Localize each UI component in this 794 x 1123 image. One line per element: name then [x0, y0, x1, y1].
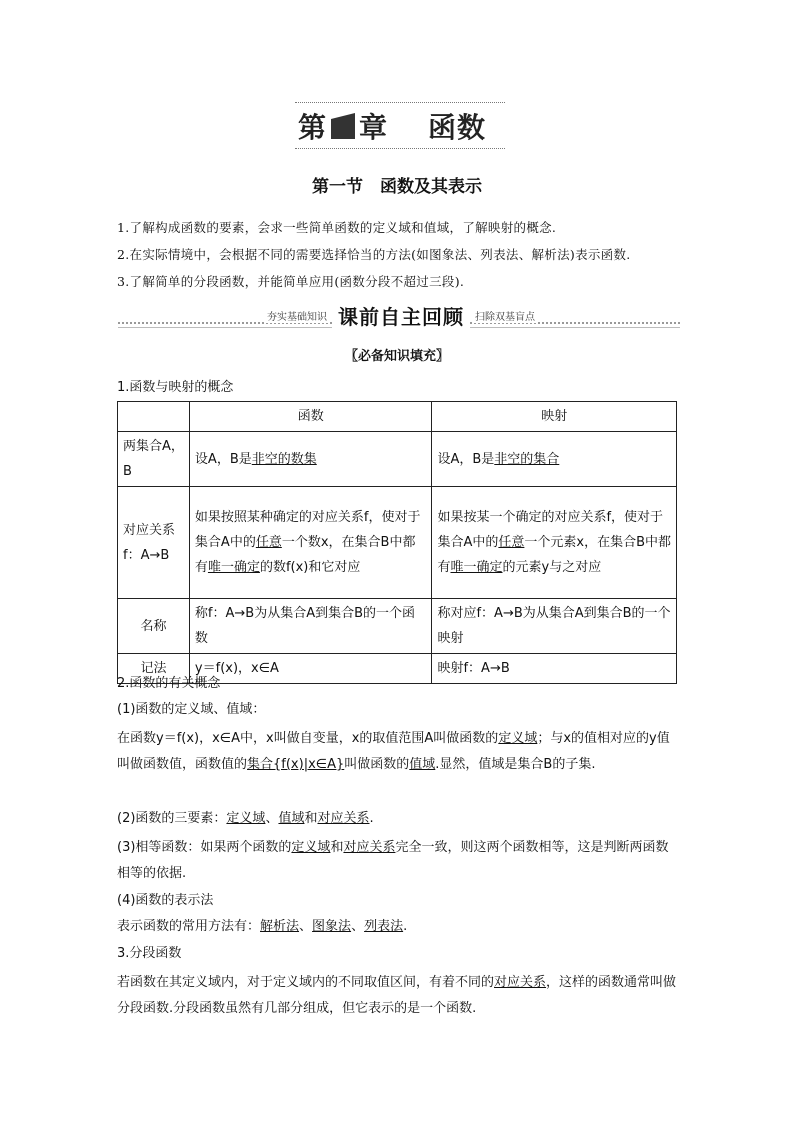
knowledge-title: 〖必备知识填充〗 — [344, 349, 449, 364]
chapter-rule-bottom — [295, 148, 505, 149]
s2-3: (3)相等函数：如果两个函数的定义域和对应关系完全一致，则这两个函数相等，这是判断两函数相等的依据. — [117, 840, 669, 881]
cell-function-notation: y＝f(x)，x∈A — [189, 654, 432, 684]
chapter-suffix: 章 — [359, 111, 389, 144]
cell-mapping-notation: 映射f：A→B — [432, 654, 677, 684]
s2-1-body: 在函数y＝f(x)，x∈A中，x叫做自变量，x的取值范围A叫做函数的定义域；与x的值相对应的y值叫做函数值，函数值的集合{f(x)|x∈A}叫做函数的值域.显然，值域是集合B的子集. — [117, 731, 670, 772]
cell-function-correspondence: 如果按照某种确定的对应关系f，使对于集合A中的任意一个数x，在集合B中都有唯一确定的数f(x)和它对应 — [189, 487, 432, 599]
table-header-function: 函数 — [189, 402, 432, 432]
cell-mapping-sets: 设A，B是非空的集合 — [432, 432, 677, 487]
goal-3: 3.了解简单的分段函数，并能简单应用(函数分段不超过三段). — [117, 274, 465, 289]
function-mapping-table — [117, 401, 677, 684]
cell-mapping-correspondence: 如果按某一个确定的对应关系f，使对于集合A中的任意一个元素x，在集合B中都有唯一确定的元素y与之对应 — [432, 487, 677, 599]
banner-left: 夯实基础知识 — [264, 308, 330, 323]
chapter-rule-top — [295, 102, 505, 103]
chapter-number-box — [331, 113, 355, 139]
chapter-prefix: 第 — [298, 111, 328, 144]
sec1-title: 1.函数与映射的概念 — [117, 380, 234, 395]
row-label-name: 名称 — [118, 599, 190, 654]
cell-mapping-name: 称对应f：A→B为从集合A到集合B的一个映射 — [432, 599, 677, 654]
s2-4-title: (4)函数的表示法 — [117, 893, 214, 908]
s3-body: 若函数在其定义域内，对于定义域内的不同取值区间，有着不同的对应关系，这样的函数通常叫做分段函数.分段函数虽然有几部分组成，但它表示的是一个函数. — [117, 975, 677, 1016]
table-header-mapping: 映射 — [432, 402, 677, 432]
s2-4-body: 表示函数的常用方法有：解析法、图象法、列表法. — [117, 919, 408, 934]
s2-2: (2)函数的三要素：定义域、值域和对应关系. — [117, 811, 374, 826]
table-header-empty — [118, 402, 190, 432]
banner-center: 课前自主回顾 — [332, 301, 470, 330]
table-header-row — [118, 402, 677, 432]
banner-right: 扫除双基盲点 — [472, 308, 538, 323]
row-label-correspondence: 对应关系 f：A→B — [118, 487, 190, 599]
chapter-heading — [298, 108, 486, 144]
row-label-notation: 记法 — [118, 654, 190, 684]
table-row — [118, 487, 677, 599]
s2-1-title: (1)函数的定义域、值域： — [117, 702, 266, 717]
goal-1: 1.了解构成函数的要素，会求一些简单函数的定义域和值域，了解映射的概念. — [117, 220, 557, 235]
chapter-title: 函数 — [428, 111, 487, 144]
sec2-title: 2.函数的有关概念 — [117, 676, 221, 691]
section-title: 第一节 函数及其表示 — [312, 177, 482, 197]
cell-function-sets: 设A，B是非空的数集 — [189, 432, 432, 487]
row-label-sets: 两集合A，B — [118, 432, 190, 487]
goal-2: 2.在实际情境中，会根据不同的需要选择恰当的方法(如图象法、列表法、解析法)表示函数. — [117, 247, 631, 262]
sec3-title: 3.分段函数 — [117, 946, 182, 961]
table-row — [118, 599, 677, 654]
cell-function-name: 称f：A→B为从集合A到集合B的一个函数 — [189, 599, 432, 654]
section-banner — [118, 302, 680, 330]
table-row — [118, 432, 677, 487]
